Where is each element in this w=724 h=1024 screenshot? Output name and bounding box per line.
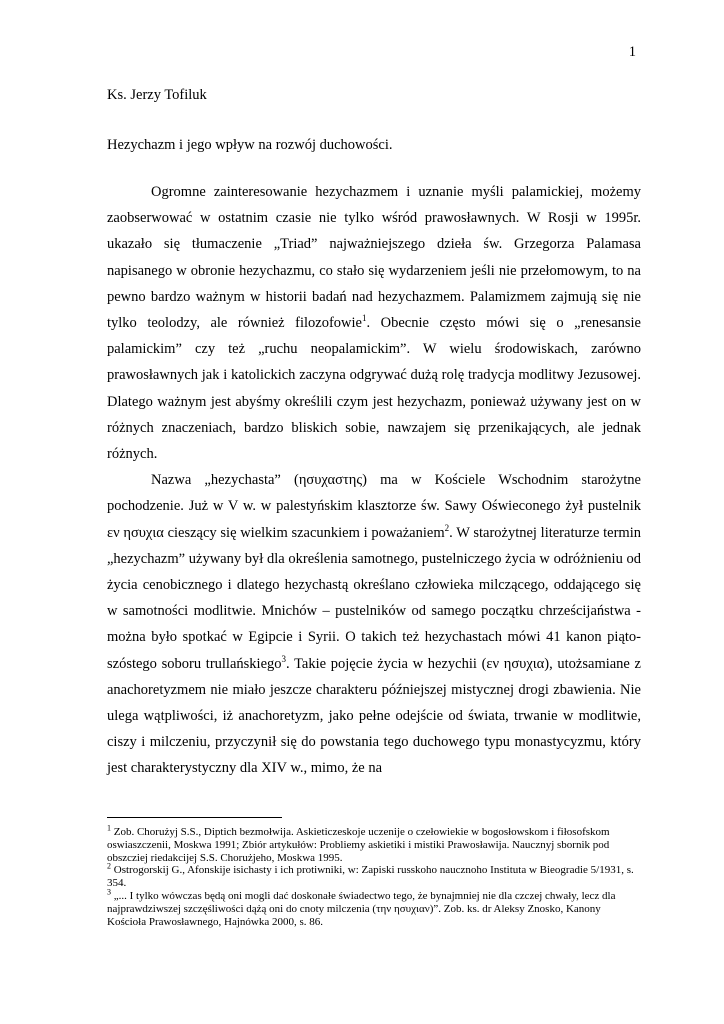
footnote-3 xyxy=(107,887,641,928)
footnote-1 xyxy=(107,823,641,864)
document-title: Hezychazm i jego wpływ na rozwój duchowości. xyxy=(107,137,393,153)
footnote-ref-2: 2 xyxy=(444,522,450,533)
footnote-text: Zob. Chorużyj S.S., Diptich bezmołwija. Askieticzeskoje uczenije o czełowiekie w bogosłowskom i fiłosofskom oswiaszczenii, Moskwa 1991; Zbiór artykułów: Probliemy askietiki i mistiki Prawosławija. Naucznyj sbornik pod obszcziej riedakcijej S.S. Chorużjeho, Moskwa 1995. xyxy=(107,826,610,864)
body-text xyxy=(107,179,641,782)
footnote-text: „... I tylko wówczas będą oni mogli dać doskonałe świadectwo tego, że bynajmniej nie dla czczej chwały, lecz dla najprawdziwszej szczęśliwości dążą oni do cnoty milczenia (την ησυχιαν)”. Zob. ks. dr Aleksy Znosko, Kanony Kościoła Prawosławnego, Hajnówka 2000, s. 86. xyxy=(107,889,616,928)
page-number: 1 xyxy=(628,44,636,60)
paragraph-text: . Obecnie często mówi się o „renesansie palamickim” czy też „ruchu neopalamickim”. W wielu środowiskach, zarówno prawosławnych jak i katolickich zaczyna odgrywać dużą rolę tradycja modlitwy Jezusowej. Dlatego ważnym jest abyśmy określili czym jest hezychazm, ponieważ używany jest on w różnych znaczeniach, bardzo bliskich sobie, nawzajem się przenikających, ale jednak różnych. xyxy=(107,315,641,463)
footnotes xyxy=(107,823,641,928)
footnote-ref-3: 3 xyxy=(281,653,287,664)
paragraph-1 xyxy=(107,179,641,467)
paragraph-text: . Takie pojęcie życia w hezychii (εν ησυχια), utożsamiane z anachoretyzmem nie miało jeszcze charakteru późniejszej mistycznej drogi zbawienia. Nie ulega wątpliwości, iż anachoretyzm, jako pełne odejście od świata, trwanie w modlitwie, ciszy i milczeniu, przyczynił się do powstania tego duchowego typu monastycyzmu, który jest charakterystyczny dla XIV w., mimo, że na xyxy=(107,655,641,777)
footnote-number: 1 xyxy=(107,823,111,833)
footnote-number: 2 xyxy=(107,861,111,871)
footnote-number: 3 xyxy=(107,887,111,897)
paragraph-text: Nazwa „hezychasta” (ησυχαστης) ma w Kościele Wschodnim starożytne pochodzenie. Już w V w. w palestyńskim klasztorze św. Sawy Oświeconego żył pustelnik εν ησυχια cieszący się wielkim szacunkiem i poważaniem xyxy=(107,472,641,541)
footnote-separator xyxy=(107,817,282,818)
author-line: Ks. Jerzy Tofiluk xyxy=(107,87,207,103)
paragraph-text: Ogromne zainteresowanie hezychazmem i uznanie myśli palamickiej, możemy zaobserwować w ostatnim czasie nie tylko wśród prawosławnych. W Rosji w 1995r. ukazało się tłumaczenie „Triad” najważniejszego dzieła św. Grzegorza Palamasa napisanego w obronie hezychazmu, co stało się wydarzeniem jeśli nie przełomowym, to na pewno bardzo ważnym w historii badań nad hezychazmem. Palamizmem zajmują się nie tylko teolodzy, ale również filozofowie xyxy=(107,184,641,332)
paragraph-2 xyxy=(107,467,641,781)
paragraph-text: . W starożytnej literaturze termin „hezychazm” używany był dla określenia samotnego, pustelniczego życia w odróżnieniu od życia cenobicznego i dlatego hezychastą określano człowieka milczącego, oddającego się w samotności modlitwie. Mnichów – pustelników od samego początku chrześcijaństwa - można było spotkać w Egipcie i Syrii. O takich też hezychastach mówi 41 kanon piąto-szóstego soboru trullańskiego xyxy=(107,524,641,672)
footnote-ref-1: 1 xyxy=(361,313,367,324)
footnote-text: Ostrogorskij G., Afonskije isichasty i ich protiwniki, w: Zapiski russkoho naucznoho Instituta w Bieogradie 5/1931, s. 354. xyxy=(107,864,634,890)
footnote-2 xyxy=(107,861,641,890)
